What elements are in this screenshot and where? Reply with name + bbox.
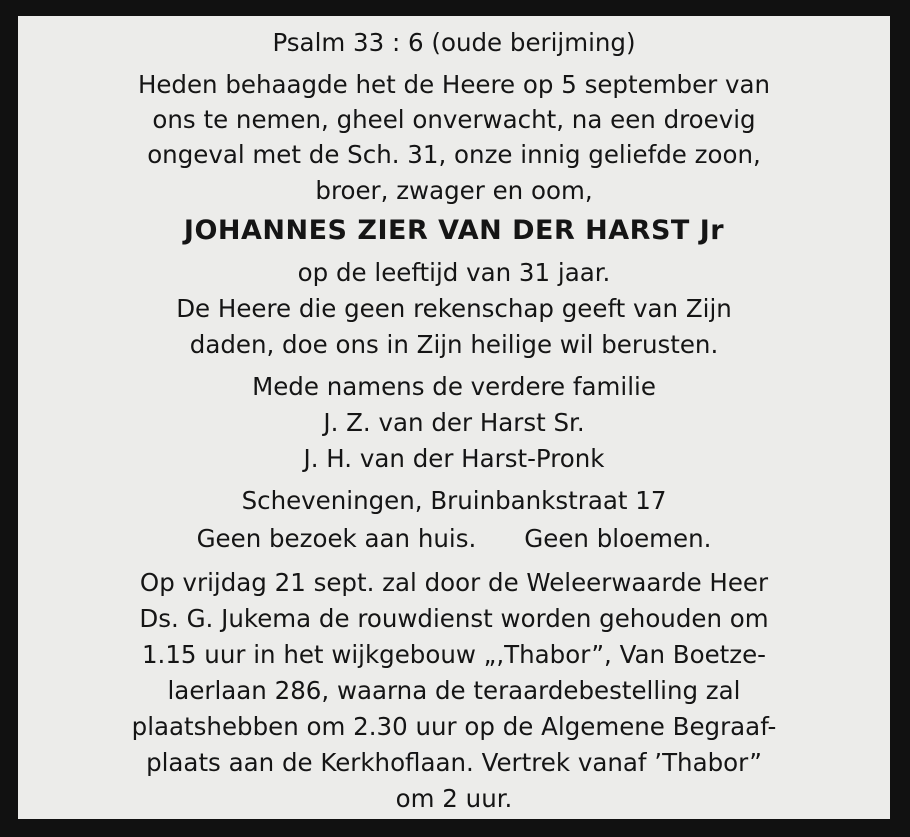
verse-line-2: daden, doe ons in Zijn heilige wil berusten.	[189, 330, 719, 359]
no-visit-text: Geen bezoek aan huis.	[196, 524, 477, 553]
family-line-2: J. Z. van der Harst Sr.	[323, 408, 585, 437]
intro-line-4: broer, zwager en oom,	[315, 176, 593, 205]
no-flowers-text: Geen bloemen.	[524, 524, 712, 553]
requests-line	[18, 524, 890, 554]
address-line: Scheveningen, Bruinbankstraat 17	[241, 486, 667, 515]
service-line-5: plaatshebben om 2.30 uur op de Algemene Begraaf-	[131, 712, 777, 741]
service-line-3: 1.15 uur in het wijkgebouw „,Thabor”, Van Boetze-	[141, 640, 767, 669]
service-line-6: plaats aan de Kerkhoflaan. Vertrek vanaf ’Thabor”	[146, 748, 762, 777]
service-line-1: Op vrijdag 21 sept. zal door de Weleerwaarde Heer	[139, 568, 769, 597]
service-line-7: om 2 uur.	[395, 784, 513, 813]
service-line-2: Ds. G. Jukema de rouwdienst worden gehouden om	[139, 604, 769, 633]
family-line-3: J. H. van der Harst-Pronk	[303, 444, 605, 473]
intro-line-3: ongeval met de Sch. 31, onze innig geliefde zoon,	[147, 140, 761, 169]
deceased-name: JOHANNES ZIER VAN DER HARST Jr	[183, 215, 725, 246]
intro-line-2: ons te nemen, gheel onverwacht, na een droevig	[152, 105, 756, 134]
death-notice	[18, 16, 890, 819]
intro-line-1: Heden behaagde het de Heere op 5 september van	[137, 70, 771, 99]
psalm-reference: Psalm 33 : 6 (oude berijming)	[272, 28, 636, 57]
service-line-4: laerlaan 286, waarna de teraardebestelling zal	[167, 676, 741, 705]
family-line-1: Mede namens de verdere familie	[252, 372, 656, 401]
verse-line-1: De Heere die geen rekenschap geeft van Zijn	[176, 294, 732, 323]
age-line: op de leeftijd van 31 jaar.	[297, 258, 611, 287]
